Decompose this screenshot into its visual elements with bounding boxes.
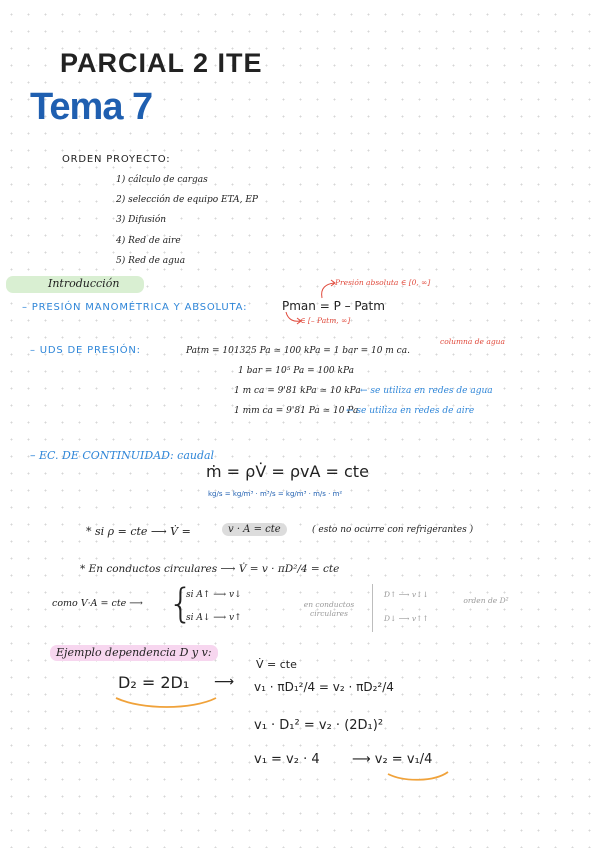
- circulares-line: * En conductos circulares ⟶ V̇ = v · πD²/4 = cte: [80, 563, 340, 575]
- ejemplo-line-5: ⟶ v₂ = v₁/4: [352, 752, 433, 767]
- orden-title: ORDEN PROYECTO:: [62, 154, 171, 165]
- uds-note-aire: ← se utiliza en redes de aire: [346, 406, 475, 416]
- uds-line-3: 1 m ca = 9'81 kPa ≃ 10 kPa: [234, 386, 361, 396]
- intro-label: Introducción: [48, 277, 120, 290]
- orden-d2-label: orden de D²: [463, 596, 509, 605]
- como-line: como V·A = cte ⟶: [52, 598, 143, 609]
- continuidad-formula: ṁ = ρV̇ = ρvA = cte: [206, 462, 369, 481]
- tema-title: Tema 7: [30, 86, 153, 128]
- uds-columna-note: columna de agua: [440, 337, 505, 346]
- orden-item-4: 4) Red de aire: [116, 236, 181, 246]
- continuidad-heading: – EC. DE CONTINUIDAD: caudal: [30, 449, 215, 462]
- result-underline: [384, 768, 454, 784]
- orden-item-5: 5) Red de agua: [116, 256, 186, 266]
- uds-line-1: Patm = 101325 Pa ≃ 100 kPa = 1 bar = 10 m ca.: [186, 346, 410, 356]
- case-brace: {: [168, 581, 194, 627]
- ejemplo-line-2: v₁ · πD₁²/4 = v₂ · πD₂²/4: [254, 680, 394, 694]
- presion-formula: Pman = P – Patm: [282, 299, 385, 313]
- case-1: si A↑ ⟶ v↓: [186, 590, 242, 600]
- ejemplo-line-4: v₁ = v₂ · 4: [254, 752, 320, 767]
- presion-man-note: ∈ [– Patm, ∞]: [300, 316, 351, 325]
- parcial-title: PARCIAL 2 ITE: [60, 48, 263, 78]
- ejemplo-given: D₂ = 2D₁: [118, 673, 190, 692]
- presion-arrows: [280, 276, 360, 326]
- side-case-1: D↑ ⟶ v↓↓: [384, 590, 429, 599]
- uds-line-2: 1 bar = 10⁵ Pa = 100 kPa: [238, 366, 354, 376]
- case-2: si A↓ ⟶ v↑: [186, 613, 242, 623]
- ejemplo-title: Ejemplo dependencia D y v:: [56, 646, 212, 659]
- side-label: en conductos circulares: [303, 600, 355, 618]
- continuidad-units: kg/s = kg/m³ · m³/s = kg/m³ · m/s · m²: [208, 490, 343, 498]
- si-rho-prefix: * si ρ = cte ⟶ V̇ =: [86, 525, 191, 538]
- si-rho-note: ( esto no ocurre con refrigerantes ): [312, 525, 474, 535]
- uds-heading: – UDS DE PRESIÓN:: [30, 345, 141, 356]
- uds-note-agua: ← se utiliza en redes de agua: [360, 386, 493, 396]
- ejemplo-line-1: V̇ = cte: [256, 658, 297, 671]
- side-case-2: D↓ ⟶ v↑↑: [384, 614, 429, 623]
- orden-item-3: 3) Difusión: [116, 215, 167, 225]
- uds-line-4: 1 mm ca = 9'81 Pa ≃ 10 Pa: [234, 406, 359, 416]
- presion-abs-note: Presión absoluta ∈ [0, ∞]: [335, 278, 431, 287]
- ejemplo-arrow: ⟶: [214, 674, 235, 690]
- orden-item-2: 2) selección de equipo ETA, EP: [116, 195, 258, 205]
- orden-item-1: 1) cálculo de cargas: [116, 175, 208, 185]
- si-rho-box: v · A = cte: [222, 523, 287, 536]
- ejemplo-line-3: v₁ · D₁² = v₂ · (2D₁)²: [254, 718, 384, 733]
- side-bar: [372, 584, 373, 632]
- given-underline: [112, 694, 222, 710]
- presion-heading: – PRESIÓN MANOMÉTRICA Y ABSOLUTA:: [22, 302, 248, 313]
